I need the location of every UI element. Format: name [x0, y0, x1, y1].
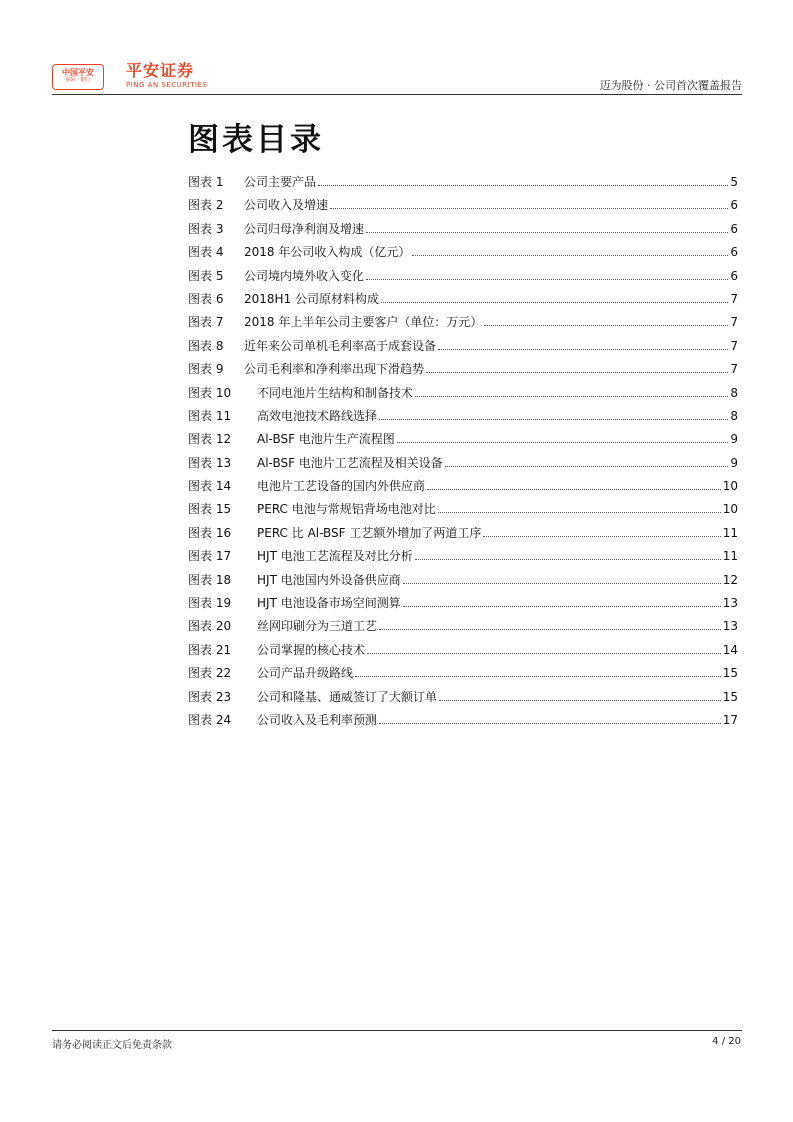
toc-entry-page: 11	[722, 525, 738, 540]
toc-entry[interactable]	[188, 221, 738, 244]
toc-entry[interactable]	[188, 525, 738, 548]
toc-entry-label: 图表 11	[188, 408, 232, 423]
pingan-group-logo	[52, 64, 104, 90]
toc-entry-title: 公司收入及毛利率预测	[257, 712, 378, 727]
toc-entry-title: HJT 电池工艺流程及对比分析	[257, 549, 413, 564]
dot-leader	[445, 466, 729, 467]
toc-entry-label: 图表 18	[188, 572, 232, 587]
toc-entry-title: 公司境内境外收入变化	[244, 268, 365, 283]
toc-entry-label: 图表 8	[188, 338, 224, 353]
toc-entry-label: 图表 9	[188, 362, 224, 377]
toc-entry-page: 15	[722, 666, 738, 681]
toc-entry-title: 电池片工艺设备的国内外供应商	[257, 479, 426, 494]
toc-entry-title: 不同电池片生结构和制备技术	[257, 385, 414, 400]
toc-entry-page: 7	[730, 315, 738, 330]
toc-entry-title: 近年来公司单机毛利率高于成套设备	[244, 338, 437, 353]
toc-entry-title: Al-BSF 电池片工艺流程及相关设备	[257, 455, 443, 470]
header-divider	[52, 94, 742, 95]
figure-table-of-contents	[188, 174, 738, 735]
toc-entry[interactable]	[188, 665, 738, 688]
toc-entry-page: 8	[730, 385, 738, 400]
toc-entry-label: 图表 16	[188, 525, 232, 540]
toc-entry-label: 图表 5	[188, 268, 224, 283]
toc-entry-title: 高效电池技术路线选择	[257, 408, 378, 423]
dot-leader	[438, 349, 728, 350]
report-title: 迈为股份 · 公司首次覆盖报告	[599, 79, 742, 92]
toc-entry-title: HJT 电池国内外设备供应商	[257, 572, 401, 587]
dot-leader	[355, 676, 721, 677]
toc-entry[interactable]	[188, 361, 738, 384]
toc-entry-label: 图表 19	[188, 596, 232, 611]
toc-entry-label: 图表 7	[188, 315, 224, 330]
toc-entry-title: 公司毛利率和净利率出现下滑趋势	[244, 362, 425, 377]
toc-entry[interactable]	[188, 174, 738, 197]
footer-page-number: 4 / 20	[712, 1036, 741, 1047]
dot-leader	[483, 536, 720, 537]
securities-brand-logo	[126, 61, 207, 90]
dot-leader	[415, 396, 728, 397]
toc-entry-title: 丝网印刷分为三道工艺	[257, 619, 378, 634]
toc-entry[interactable]	[188, 385, 738, 408]
toc-entry-title: Al-BSF 电池片生产流程图	[257, 432, 395, 447]
toc-entry[interactable]	[188, 408, 738, 431]
dot-leader	[381, 302, 728, 303]
toc-entry[interactable]	[188, 291, 738, 314]
dot-leader	[426, 372, 728, 373]
toc-entry-label: 图表 23	[188, 689, 232, 704]
footer-divider	[52, 1030, 742, 1031]
toc-entry-page: 10	[722, 502, 738, 517]
toc-entry-page: 10	[722, 479, 738, 494]
toc-entry-label: 图表 6	[188, 291, 224, 306]
page-title: 图表目录	[188, 122, 324, 158]
toc-entry-title: 公司归母净利润及增速	[244, 221, 365, 236]
dot-leader	[367, 653, 721, 654]
toc-entry-page: 15	[722, 689, 738, 704]
toc-entry-label: 图表 17	[188, 549, 232, 564]
toc-entry-page: 7	[730, 362, 738, 377]
dot-leader	[379, 629, 721, 630]
toc-entry-label: 图表 3	[188, 221, 224, 236]
dot-leader	[403, 583, 721, 584]
toc-entry-page: 13	[722, 596, 738, 611]
toc-entry[interactable]	[188, 244, 738, 267]
toc-entry[interactable]	[188, 314, 738, 337]
dot-leader	[438, 512, 721, 513]
dot-leader	[484, 325, 728, 326]
toc-entry-page: 6	[730, 198, 738, 213]
toc-entry-label: 图表 15	[188, 502, 232, 517]
toc-entry[interactable]	[188, 548, 738, 571]
toc-entry-title: 2018H1 公司原材料构成	[244, 291, 380, 306]
toc-entry-page: 12	[722, 572, 738, 587]
toc-entry-label: 图表 14	[188, 479, 232, 494]
dot-leader	[330, 208, 728, 209]
dot-leader	[366, 232, 728, 233]
toc-entry-label: 图表 4	[188, 245, 224, 260]
toc-entry-label: 图表 2	[188, 198, 224, 213]
toc-entry-page: 6	[730, 221, 738, 236]
dot-leader	[397, 442, 729, 443]
toc-entry-page: 13	[722, 619, 738, 634]
toc-entry-label: 图表 13	[188, 455, 232, 470]
dot-leader	[415, 559, 721, 560]
toc-entry[interactable]	[188, 595, 738, 618]
logo-line2: 保险 · 银行	[65, 77, 91, 83]
toc-entry[interactable]	[188, 431, 738, 454]
footer-disclaimer: 请务必阅读正文后免责条款	[52, 1040, 172, 1051]
dot-leader	[318, 185, 728, 186]
toc-entry[interactable]	[188, 197, 738, 220]
toc-entry[interactable]	[188, 478, 738, 501]
brand-name-cn: 平安证券	[126, 61, 195, 80]
toc-entry-title: HJT 电池设备市场空间测算	[257, 596, 401, 611]
toc-entry-title: 公司产品升级路线	[257, 666, 354, 681]
toc-entry-title: 2018 年公司收入构成（亿元）	[244, 245, 411, 260]
toc-entry-label: 图表 10	[188, 385, 232, 400]
dot-leader	[427, 489, 721, 490]
toc-entry[interactable]	[188, 712, 738, 735]
toc-entry-title: 公司掌握的核心技术	[257, 642, 366, 657]
toc-entry-label: 图表 20	[188, 619, 232, 634]
toc-entry-label: 图表 12	[188, 432, 232, 447]
toc-entry-page: 6	[730, 245, 738, 260]
toc-entry[interactable]	[188, 642, 738, 665]
toc-entry-page: 7	[730, 338, 738, 353]
toc-entry-page: 7	[730, 291, 738, 306]
toc-entry[interactable]	[188, 572, 738, 595]
dot-leader	[439, 700, 721, 701]
page-header	[52, 60, 742, 94]
toc-entry-page: 8	[730, 408, 738, 423]
toc-entry[interactable]	[188, 455, 738, 478]
toc-entry-page: 14	[722, 642, 738, 657]
toc-entry-page: 17	[722, 712, 738, 727]
toc-entry-page: 9	[730, 432, 738, 447]
dot-leader	[379, 419, 728, 420]
toc-entry-page: 11	[722, 549, 738, 564]
dot-leader	[403, 606, 721, 607]
toc-entry[interactable]	[188, 618, 738, 641]
logo-line1: 中国平安	[62, 68, 94, 77]
toc-entry[interactable]	[188, 689, 738, 712]
toc-entry[interactable]	[188, 338, 738, 361]
brand-name-en: PING AN SECURITIES	[126, 81, 208, 89]
toc-entry-page: 6	[730, 268, 738, 283]
toc-entry-page: 9	[730, 455, 738, 470]
toc-entry-title: 2018 年上半年公司主要客户（单位：万元）	[244, 315, 483, 330]
dot-leader	[379, 723, 721, 724]
toc-entry-title: 公司收入及增速	[244, 198, 329, 213]
toc-entry[interactable]	[188, 501, 738, 524]
toc-entry-label: 图表 21	[188, 642, 232, 657]
toc-entry-label: 图表 1	[188, 175, 224, 189]
toc-entry-title: PERC 电池与常规铝背场电池对比	[257, 502, 436, 517]
toc-entry-page: 5	[730, 175, 738, 189]
toc-entry-label: 图表 24	[188, 712, 232, 727]
dot-leader	[412, 255, 728, 256]
dot-leader	[366, 279, 728, 280]
toc-entry-title: 公司和隆基、通威签订了大额订单	[257, 689, 438, 704]
toc-entry-title: PERC 比 Al-BSF 工艺额外增加了两道工序	[257, 525, 482, 540]
toc-entry-label: 图表 22	[188, 666, 232, 681]
toc-entry[interactable]	[188, 268, 738, 291]
toc-entry-title: 公司主要产品	[244, 175, 317, 189]
